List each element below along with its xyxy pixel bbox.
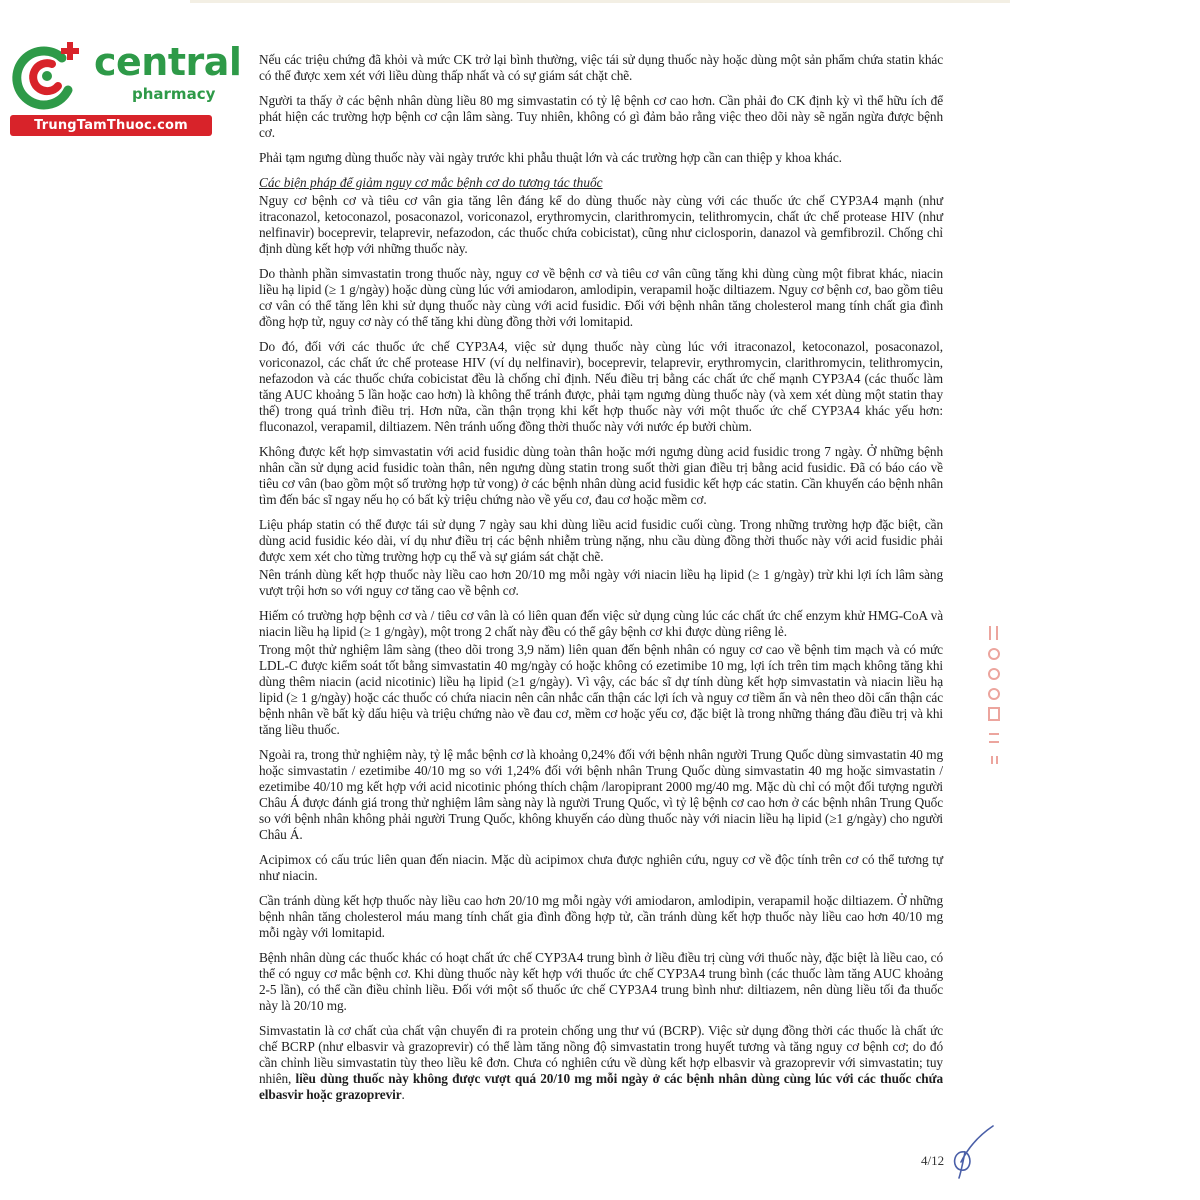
last-paragraph-text: Simvastatin là cơ chất của chất vận chuyển đi ra protein chống ung thư vú (BCRP). Việc sử dụng đồng thời các thuốc là chất ức chế BCRP (như elbasvir và grazoprevir) có thể làm tăng nồng độ simvastatin trong huyết tương và tăng nguy cơ bệnh cơ; do đó cần chỉnh liều simvastatin tùy theo liều kê đơn. Chưa có nghiên cứu về dùng kết hợp elbasvir và grazoprevir với simvastatin; tuy nhiên,: [259, 1023, 943, 1086]
section-paragraph-7: Hiếm có trường hợp bệnh cơ và / tiêu cơ vân là có liên quan đến việc sử dụng cùng lúc các chất ức chế enzym khử HMG-CoA và niacin liều hạ lipid (≥ 1 g/ngày), một trong 2 chất này đều có thể gây bệnh cơ khi được dùng riêng lẻ.: [259, 608, 943, 639]
section-paragraph-4: Không được kết hợp simvastatin với acid fusidic dùng toàn thân hoặc mới ngưng dùng acid fusidic trong 7 ngày. Ở những bệnh nhân cần sử dụng acid fusidic toàn thân, nên ngưng dùng statin trong suốt thời gian điều trị bằng acid fusidic. Đã có báo cáo về tiêu cơ vân (bao gồm một số trường hợp tử vong) ở các bệnh nhân dùng acid fusidic kết hợp các statin. Cần khuyến cáo bệnh nhân tìm đến bác sĩ ngay nếu họ có bất kỳ triệu chứng nào về yếu cơ, đau cơ hoặc mềm cơ.: [259, 444, 943, 507]
margin-stamp-mark: [984, 622, 1004, 768]
brand-website-link[interactable]: TrungTamThuoc.com: [10, 115, 212, 136]
section-paragraph-11: Cần tránh dùng kết hợp thuốc này liều cao hơn 20/10 mg mỗi ngày với amiodaron, amlodipin, verapamil hoặc diltiazem. Ở những bệnh nhân tăng cholesterol máu mang tính chất gia đình đồng hợp tử, cần tránh dùng kết hợp thuốc này liều cao hơn 40/10 mg mỗi ngày với lomitapid.: [259, 893, 943, 940]
signature-mark: [935, 1122, 997, 1180]
paragraph-2: Người ta thấy ở các bệnh nhân dùng liều 80 mg simvastatin có tỷ lệ bệnh cơ cao hơn. Cần phải đo CK định kỳ vì thể hữu ích để phát hiện các trường hợp bệnh cơ cận lâm sàng. Tuy nhiên, không có gì đảm bảo rằng việc theo dõi này sẽ ngăn ngừa được bệnh cơ.: [259, 93, 943, 140]
document-body: [259, 52, 943, 1112]
section-paragraph-5: Liệu pháp statin có thể được tái sử dụng 7 ngày sau khi dùng liều acid fusidic cuối cùng. Trong những trường hợp đặc biệt, cần dùng acid fusidic kéo dài, ví dụ như điều trị các bệnh nhiễm trùng nặng, nhu cầu dùng đồng thời thuốc này với acid fusidic phải được xem xét cho từng trường hợp cụ thể và sự giám sát chặt chẽ.: [259, 517, 943, 564]
paragraph-3: Phải tạm ngưng dùng thuốc này vài ngày trước khi phẫu thuật lớn và các trường hợp cần can thiệp y khoa khác.: [259, 150, 842, 165]
central-pharmacy-logo[interactable]: [10, 38, 242, 136]
section-paragraph-10: Acipimox có cấu trúc liên quan đến niacin. Mặc dù acipimox chưa được nghiên cứu, nguy cơ về độc tính trên cơ có thể tương tự như niacin.: [259, 852, 943, 883]
top-edge-shadow: [190, 0, 1010, 3]
brand-name: central: [94, 40, 242, 84]
last-paragraph-bold: liều dùng thuốc này không được vượt quá 20/10 mg mỗi ngày ở các bệnh nhân dùng cùng lúc với các thuốc chứa elbasvir hoặc grazoprevir: [259, 1071, 943, 1102]
section-paragraph-3: Do đó, đối với các thuốc ức chế CYP3A4, việc sử dụng thuốc này cùng lúc với itraconazol, ketoconazol, posaconazol, voriconazol, các chất ức chế protease HIV (ví dụ nelfinavir), boceprevir, telaprevir, erythromycin, clarithromycin, telithromycin, nefazodon và các thuốc chứa cobicistat đều là chống chỉ định. Nếu điều trị bằng các chất ức chế mạnh CYP3A4 (các thuốc làm tăng AUC khoảng 5 lần hoặc cao hơn) là không thể tránh được, phải tạm ngưng dùng thuốc này (và xem xét dùng một statin thay thế) trong quá trình điều trị. Hơn nữa, cần thận trọng khi kết hợp thuốc này với một thuốc ức chế CYP3A4 khác yếu hơn: fluconazol, verapamil, diltiazem. Nên tránh uống đồng thời thuốc này với nước ép bưởi chùm.: [259, 339, 943, 434]
last-paragraph-end: .: [401, 1087, 405, 1102]
page-number: 4/12: [921, 1153, 945, 1168]
section-paragraph-2: Do thành phần simvastatin trong thuốc này, nguy cơ về bệnh cơ và tiêu cơ vân cũng tăng khi dùng cùng một fibrat khác, niacin liều hạ lipid (≥ 1 g/ngày) hoặc dùng cùng lúc với amiodaron, amlodipin, verapamil hoặc diltiazem. Nguy cơ bệnh cơ, bao gồm tiêu cơ vân có thể tăng lên khi sử dụng thuốc này cùng với acid fusidic. Đối với bệnh nhân tăng cholesterol mang tính chất gia đình đồng hợp tử, nguy cơ này có thể tăng khi dùng đồng thời với lomitapid.: [259, 266, 943, 329]
brand-subtitle: pharmacy: [132, 85, 216, 103]
pharmacy-cross-icon: [10, 38, 86, 114]
section-paragraph-8: Trong một thử nghiệm lâm sàng (theo dõi trong 3,9 năm) liên quan đến bệnh nhân có nguy cơ cao về bệnh tim mạch và có mức LDL-C được kiểm soát tốt bằng simvastatin 40 mg/ngày có hoặc không có ezetimibe 10 mg, lợi ích trên tim mạch không tăng khi dùng thêm niacin (acid nicotinic) liều hạ lipid (≥1 g/ngày). Vì vậy, các bác sĩ dự tính dùng kết hợp simvastatin và niacin liều hạ lipid (≥ 1 g/ngày) hoặc các thuốc có chứa niacin nên cân nhắc cẩn thận các lợi ích và nguy cơ tiềm ẩn và nên theo dõi cẩn thận các bệnh nhân về bất kỳ dấu hiệu và triệu chứng nào về đau cơ, mềm cơ hoặc yếu cơ, đặc biệt là trong những tháng đầu điều trị và khi tăng liều thuốc.: [259, 642, 943, 737]
section-paragraph-13: [259, 1023, 943, 1103]
section-paragraph-12: Bệnh nhân dùng các thuốc khác có hoạt chất ức chế CYP3A4 trung bình ở liều điều trị cùng với thuốc này, đặc biệt là liều cao, có thể có nguy cơ mắc bệnh cơ. Khi dùng thuốc này kết hợp với thuốc ức chế CYP3A4 trung bình (các thuốc làm tăng AUC khoảng 2-5 lần), có thể cần điều chỉnh liều. Đối với một số thuốc ức chế CYP3A4 trung bình như: diltiazem, nên dùng liều tối đa thuốc này là 20/10 mg.: [259, 950, 943, 1013]
section-paragraph-9: Ngoài ra, trong thử nghiệm này, tỷ lệ mắc bệnh cơ là khoảng 0,24% đối với bệnh nhân người Trung Quốc dùng simvastatin 40 mg hoặc simvastatin / ezetimibe 40/10 mg so với 1,24% đối với bệnh nhân Trung Quốc dùng simvastatin 40 mg hoặc simvastatin / ezetimibe 40/10 mg kết hợp với acid nicotinic phóng thích chậm /laropiprant 2000 mg/40 mg. Mặc dù chỉ có một đối tượng người Châu Á được đánh giá trong thử nghiệm lâm sàng này là người Trung Quốc, vì tỷ lệ bệnh cơ cao hơn ở các bệnh nhân Trung Quốc so với bệnh nhân không phải người Trung Quốc, không khuyến cáo dùng thuốc này với niacin liều hạ lipid (≥1 g/ngày) cho người Châu Á.: [259, 747, 943, 842]
paragraph-1: Nếu các triệu chứng đã khỏi và mức CK trở lại bình thường, việc tái sử dụng thuốc này hoặc dùng một sản phẩm chứa statin khác có thể được xem xét với liều dùng thấp nhất và có sự giám sát chặt chẽ.: [259, 52, 943, 83]
section-heading: Các biện pháp để giảm nguy cơ mắc bệnh cơ do tương tác thuốc: [259, 175, 603, 190]
section-paragraph-1: Nguy cơ bệnh cơ và tiêu cơ vân gia tăng lên đáng kể do dùng thuốc này cùng với các thuốc ức chế CYP3A4 mạnh (như itraconazol, ketoconazol, posaconazol, voriconazol, erythromycin, clarithromycin, telithromycin, chất ức chế protease HIV (như nelfinavir) boceprevir, telaprevir, nefazodon, các thuốc chứa cobicistat), cũng như ciclosporin, danazol và gemfibrozil. Chống chỉ định dùng kết hợp với những thuốc này.: [259, 193, 943, 256]
section-paragraph-6: Nên tránh dùng kết hợp thuốc này liều cao hơn 20/10 mg mỗi ngày với niacin liều hạ lipid (≥ 1 g/ngày) trừ khi lợi ích lâm sàng vượt trội hơn so với nguy cơ tăng cao về bệnh cơ.: [259, 567, 943, 598]
